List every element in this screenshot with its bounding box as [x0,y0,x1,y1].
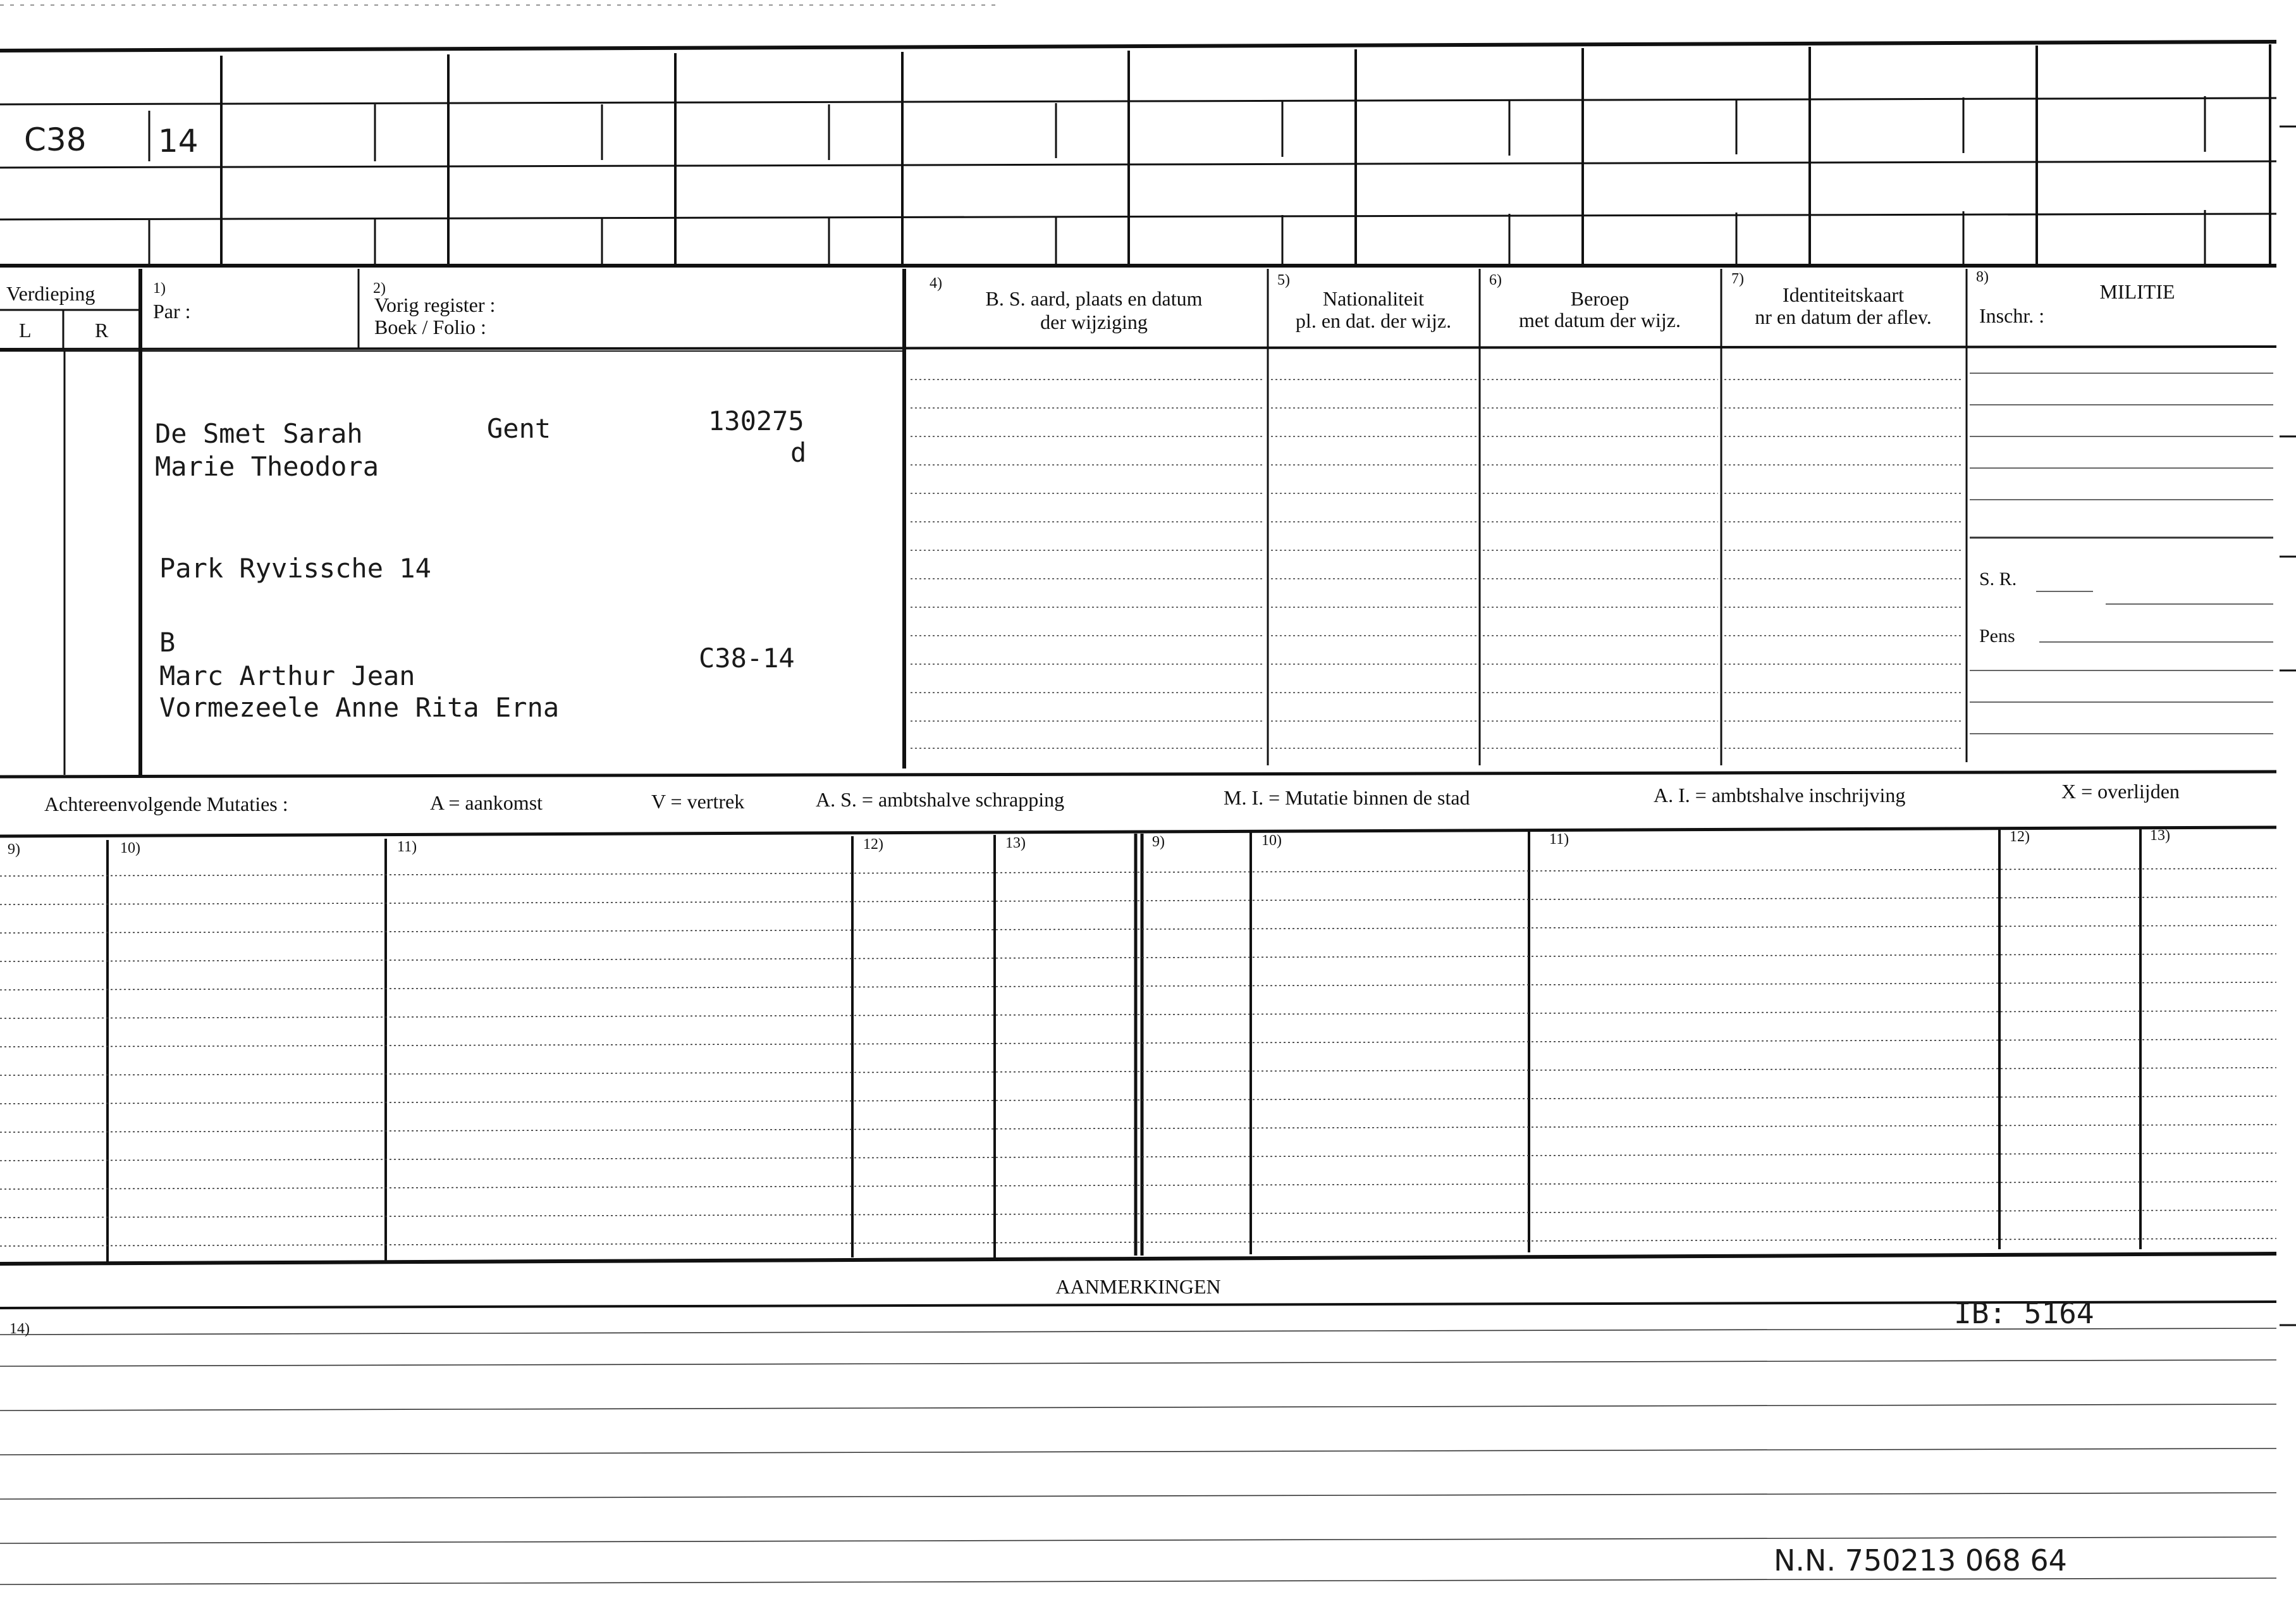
beroep-label-line2: met datum der wijz. [1519,309,1681,331]
edge-marks [2280,127,2296,1325]
legend-ambtshalve-schrapping: A. S. = ambtshalve schrapping [816,788,1065,811]
ruled-lines-main [911,380,1963,748]
entry-father: Marc Arthur Jean [159,660,415,691]
legend-ambtshalve-inschrijving: A. I. = ambtshalve inschrijving [1654,784,1906,806]
ruled-lines-militie [1970,373,2273,734]
inschr-label: Inschr. : [1979,304,2045,327]
wijk-code: C38 [24,121,87,158]
identiteitskaart-label-line2: nr en datum der aflev. [1755,306,1932,328]
legend-aankomst: A = aankomst [430,791,543,814]
national-number: N.N. 750213 068 64 [1774,1543,2067,1577]
entry-reference: C38-14 [699,643,795,674]
mut-left-col-11: 11) [397,839,417,855]
footnote-5: 5) [1277,272,1290,288]
footnote-6: 6) [1489,272,1502,288]
boek-folio-label: Boek / Folio : [374,316,486,338]
par-label: Par : [153,300,191,323]
footnote-4: 4) [930,275,942,292]
house-number: 14 [158,123,199,159]
sr-label: S. R. [1979,569,2017,590]
nationaliteit-label-line1: Nationaliteit [1323,287,1424,310]
mut-left-col-13: 13) [1005,835,1026,851]
entry-mother: Vormezeele Anne Rita Erna [159,692,560,723]
ib-number: IB: 5164 [1954,1296,2094,1330]
mut-left-col-9: 9) [8,841,20,858]
col-l-label: L [19,319,32,342]
nationaliteit-label-line2: pl. en dat. der wijz. [1295,309,1452,332]
entry-birthplace: Gent [487,413,551,444]
legend-vertrek: V = vertrek [651,790,745,813]
verdieping-label: Verdieping [6,282,95,305]
footnote-8: 8) [1976,269,1989,285]
entry-name-line2: Marie Theodora [155,451,379,482]
mut-right-col-9: 9) [1152,834,1165,850]
footnote-1: 1) [153,280,166,297]
bs-label-line1: B. S. aard, plaats en datum [985,287,1203,310]
bs-label-line2: der wijziging [1040,311,1148,333]
footnote-14: 14) [9,1321,30,1337]
mut-left-col-10: 10) [120,840,140,856]
footnote-7: 7) [1731,271,1744,287]
entry-address: Park Ryvissche 14 [159,553,431,584]
remarks-title: AANMERKINGEN [1055,1275,1221,1298]
legend-overlijden: X = overlijden [2061,780,2180,803]
vorig-register-label: Vorig register : [374,293,496,316]
col-r-label: R [95,319,109,342]
entry-name-line1: De Smet Sarah [155,418,363,449]
legend-mutatie-binnen-stad: M. I. = Mutatie binnen de stad [1224,786,1470,809]
militie-label: MILITIE [2099,280,2175,303]
pens-label: Pens [1979,626,2015,646]
identiteitskaart-label-line1: Identiteitskaart [1783,283,1904,306]
mut-left-col-12: 12) [863,836,883,853]
ruled-lines-mutations [0,868,2276,1246]
mutations-title: Achtereenvolgende Mutaties : [44,793,288,815]
mut-right-col-12: 12) [2010,829,2030,845]
entry-birthdate: 130275 [708,405,804,436]
mut-right-col-11: 11) [1549,831,1569,848]
entry-code-b: B [159,627,176,658]
footnote-2: 2) [373,280,386,297]
entry-birth-suffix: d [790,437,807,468]
top-code-grid [0,5,2276,266]
mut-right-col-13: 13) [2150,827,2170,844]
beroep-label-line1: Beroep [1570,287,1630,310]
mut-right-col-10: 10) [1262,832,1282,849]
remarks-grid [0,1302,2276,1308]
